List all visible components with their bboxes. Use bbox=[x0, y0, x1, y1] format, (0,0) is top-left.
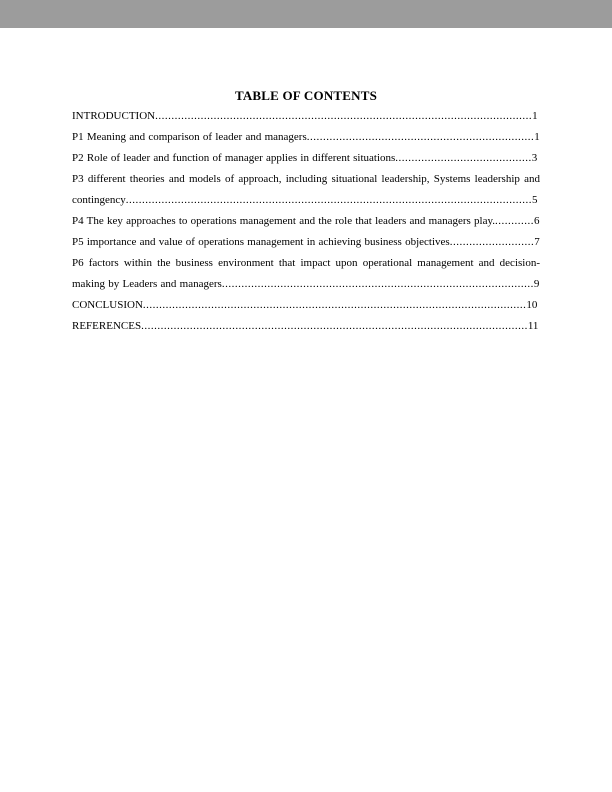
toc-entry bbox=[72, 253, 540, 295]
toc-entry bbox=[72, 295, 540, 316]
toc-entry-label: REFERENCES bbox=[72, 320, 142, 332]
toc-page-number: 7 bbox=[534, 236, 540, 248]
toc-dot-leader: .................................................................................................................... bbox=[155, 110, 533, 122]
toc-page-number: 9 bbox=[533, 278, 540, 290]
toc-dot-leader: ................................................................................................ bbox=[221, 278, 534, 290]
toc-entry-label: P6 factors within the business environment that impact upon operational management and decision-making by Leaders and managers bbox=[72, 257, 540, 290]
toc-dot-leader: ............ bbox=[495, 215, 535, 227]
toc-dot-leader: ............................................................................................................................. bbox=[125, 194, 533, 206]
toc-entry-label: INTRODUCTION bbox=[72, 110, 156, 122]
toc-page-number: 3 bbox=[531, 152, 538, 164]
toc-entry-label: P3 different theories and models of approach, including situational leadership, Systems leadership and contingency bbox=[72, 173, 540, 206]
toc-page-number: 11 bbox=[527, 320, 539, 332]
toc-page-number: 6 bbox=[534, 215, 540, 227]
toc-entry-label: P2 Role of leader and function of manager applies in different situations bbox=[72, 152, 396, 164]
toc-page-number: 10 bbox=[526, 299, 538, 311]
toc-entry-label: P4 The key approaches to operations management and the role that leaders and managers play. bbox=[72, 215, 496, 227]
toc-entry-label: P5 importance and value of operations management in achieving business objectives bbox=[72, 236, 450, 248]
toc-dot-leader: .......................... bbox=[449, 236, 535, 248]
toc-entry-label: CONCLUSION bbox=[72, 299, 143, 311]
toc-dot-leader: ...................................................................................................................... bbox=[142, 299, 527, 311]
toc-entry bbox=[72, 232, 540, 253]
toc-entry bbox=[72, 316, 540, 337]
toc-entry-label: P1 Meaning and comparison of leader and managers bbox=[72, 131, 307, 143]
toc-dot-leader: ...................................................................... bbox=[306, 131, 535, 143]
toc-page-number: 1 bbox=[532, 110, 538, 122]
toc-entry bbox=[72, 169, 540, 211]
toc-dot-leader: ....................................................................................................................... bbox=[141, 320, 528, 332]
toc-entry bbox=[72, 148, 540, 169]
toc-page-number: 5 bbox=[532, 194, 538, 206]
toc-content bbox=[0, 28, 612, 337]
toc-page-number: 1 bbox=[534, 131, 540, 143]
toc-entry bbox=[72, 127, 540, 148]
toc-entry bbox=[72, 211, 540, 232]
viewer-top-band bbox=[0, 0, 612, 28]
toc-title: TABLE OF CONTENTS bbox=[234, 88, 378, 103]
toc-dot-leader: .......................................... bbox=[395, 152, 532, 164]
toc-entry bbox=[72, 106, 540, 127]
